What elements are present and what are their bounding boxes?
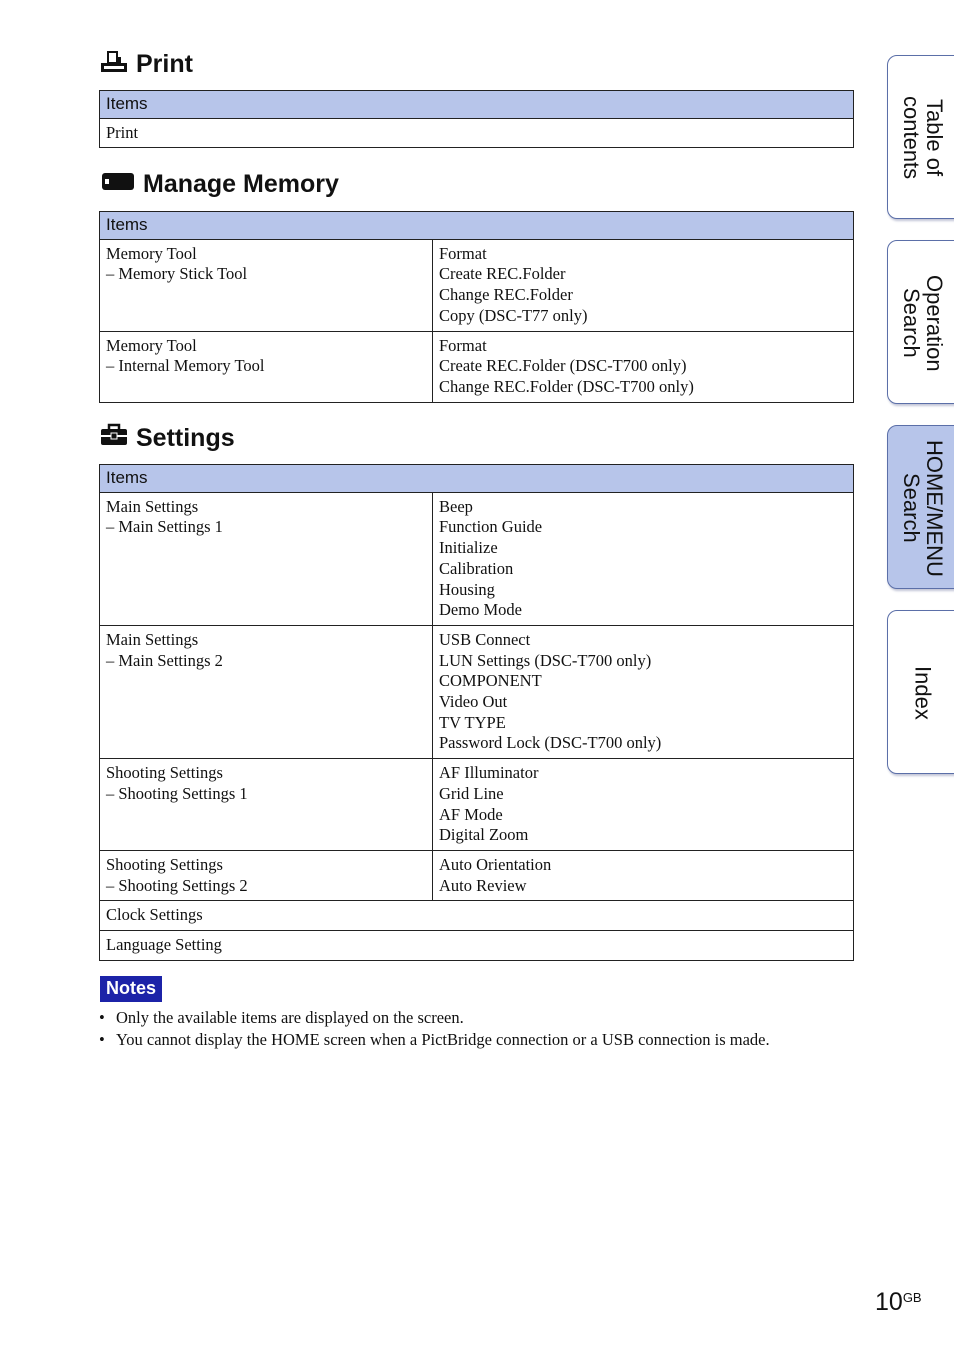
cell-line: Shooting Settings (106, 763, 223, 783)
cell-line: Change REC.Folder (DSC-T700 only) (439, 376, 694, 396)
cell-line: Grid Line (439, 783, 504, 803)
print-table (99, 90, 854, 148)
table-row (100, 931, 854, 961)
table-cell-right (433, 239, 854, 331)
manage-memory-section-title (101, 170, 339, 199)
table-row (100, 331, 854, 402)
page-number-value: 10 (875, 1288, 903, 1316)
page-number-suffix: GB (902, 1290, 922, 1305)
print-title-text: Print (136, 50, 193, 78)
manage-memory-title-text: Manage Memory (143, 170, 339, 198)
cell-line: Main Settings (106, 629, 199, 649)
settings-table-header: Items (100, 465, 854, 493)
settings-table (99, 464, 854, 961)
cell-line: Auto Review (439, 875, 527, 895)
tab-label: HOME/MENU Search (899, 439, 947, 577)
cell-line: Copy (DSC-T77 only) (439, 305, 588, 325)
cell-line: – Main Settings 2 (106, 650, 223, 670)
cell-line: – Shooting Settings 1 (106, 783, 248, 803)
table-row (100, 239, 854, 331)
cell-line: Format (439, 335, 487, 355)
cell-line: Demo Mode (439, 600, 522, 620)
table-cell-full: Clock Settings (100, 901, 854, 931)
table-cell-full: Language Setting (100, 931, 854, 961)
bullet-icon: • (99, 1030, 105, 1049)
bullet-icon: • (99, 1008, 105, 1027)
print-icon (100, 48, 128, 81)
print-table-header: Items (100, 91, 854, 119)
print-section-title (100, 48, 193, 81)
cell-line: – Main Settings 1 (106, 517, 223, 537)
table-cell-left (100, 625, 433, 758)
table-row (100, 850, 854, 900)
cell-line: – Internal Memory Tool (106, 356, 265, 376)
cell-line: Format (439, 243, 487, 263)
table-row (100, 492, 854, 625)
cell-line: Create REC.Folder (DSC-T700 only) (439, 356, 687, 376)
table-cell-right (433, 759, 854, 851)
tab-label: Operation Search (899, 274, 947, 372)
table-cell-left (100, 850, 433, 900)
note-text: Only the available items are displayed on the screen. (116, 1008, 464, 1027)
toolbox-icon (100, 423, 128, 454)
print-table-row: Print (100, 118, 854, 148)
tab-label: Index (910, 666, 936, 720)
table-cell-left (100, 239, 433, 331)
cell-line: Memory Tool (106, 335, 197, 355)
note-text: You cannot display the HOME screen when a PictBridge connection or a USB connection is made. (116, 1030, 770, 1049)
list-item (99, 1007, 859, 1029)
cell-line: USB Connect (439, 629, 531, 649)
table-cell-left (100, 331, 433, 402)
cell-line: COMPONENT (439, 671, 542, 691)
table-cell-left (100, 492, 433, 625)
cell-line: Auto Orientation (439, 854, 552, 874)
table-cell-right (433, 331, 854, 402)
cell-line: Video Out (439, 692, 508, 712)
cell-line: Digital Zoom (439, 825, 529, 845)
cell-line: Beep (439, 496, 473, 516)
cell-line: AF Illuminator (439, 763, 539, 783)
cell-line: Memory Tool (106, 243, 197, 263)
cell-line: Shooting Settings (106, 854, 223, 874)
table-cell-right (433, 850, 854, 900)
table-row (100, 759, 854, 851)
table-cell-left (100, 759, 433, 851)
manage-memory-table (99, 211, 854, 403)
cell-line: Function Guide (439, 517, 543, 537)
cell-line: Change REC.Folder (439, 285, 573, 305)
tab-table-of-contents[interactable] (887, 55, 954, 219)
notes-badge: Notes (100, 976, 162, 1002)
settings-section-title (100, 423, 235, 454)
table-cell-right (433, 625, 854, 758)
cell-line: AF Mode (439, 804, 503, 824)
cell-line: Password Lock (DSC-T700 only) (439, 733, 662, 753)
page-number (875, 1288, 922, 1317)
table-row (100, 625, 854, 758)
cell-line: Create REC.Folder (439, 264, 566, 284)
cell-line: Calibration (439, 558, 514, 578)
tab-home-menu-search[interactable] (887, 425, 954, 589)
table-cell-right (433, 492, 854, 625)
settings-title-text: Settings (136, 424, 235, 452)
cell-line: – Memory Stick Tool (106, 264, 248, 284)
cell-line: TV TYPE (439, 712, 506, 732)
cell-line: Initialize (439, 538, 498, 558)
notes-list (99, 1007, 859, 1051)
table-row (100, 901, 854, 931)
manage-memory-table-header: Items (100, 212, 854, 240)
tab-operation-search[interactable] (887, 240, 954, 404)
list-item (99, 1029, 859, 1051)
cell-line: LUN Settings (DSC-T700 only) (439, 650, 652, 670)
tab-label: Table of contents (899, 96, 947, 180)
tab-index[interactable] (887, 610, 954, 774)
memory-card-icon (101, 170, 135, 199)
cell-line: Main Settings (106, 496, 199, 516)
cell-line: – Shooting Settings 2 (106, 875, 248, 895)
cell-line: Housing (439, 579, 495, 599)
